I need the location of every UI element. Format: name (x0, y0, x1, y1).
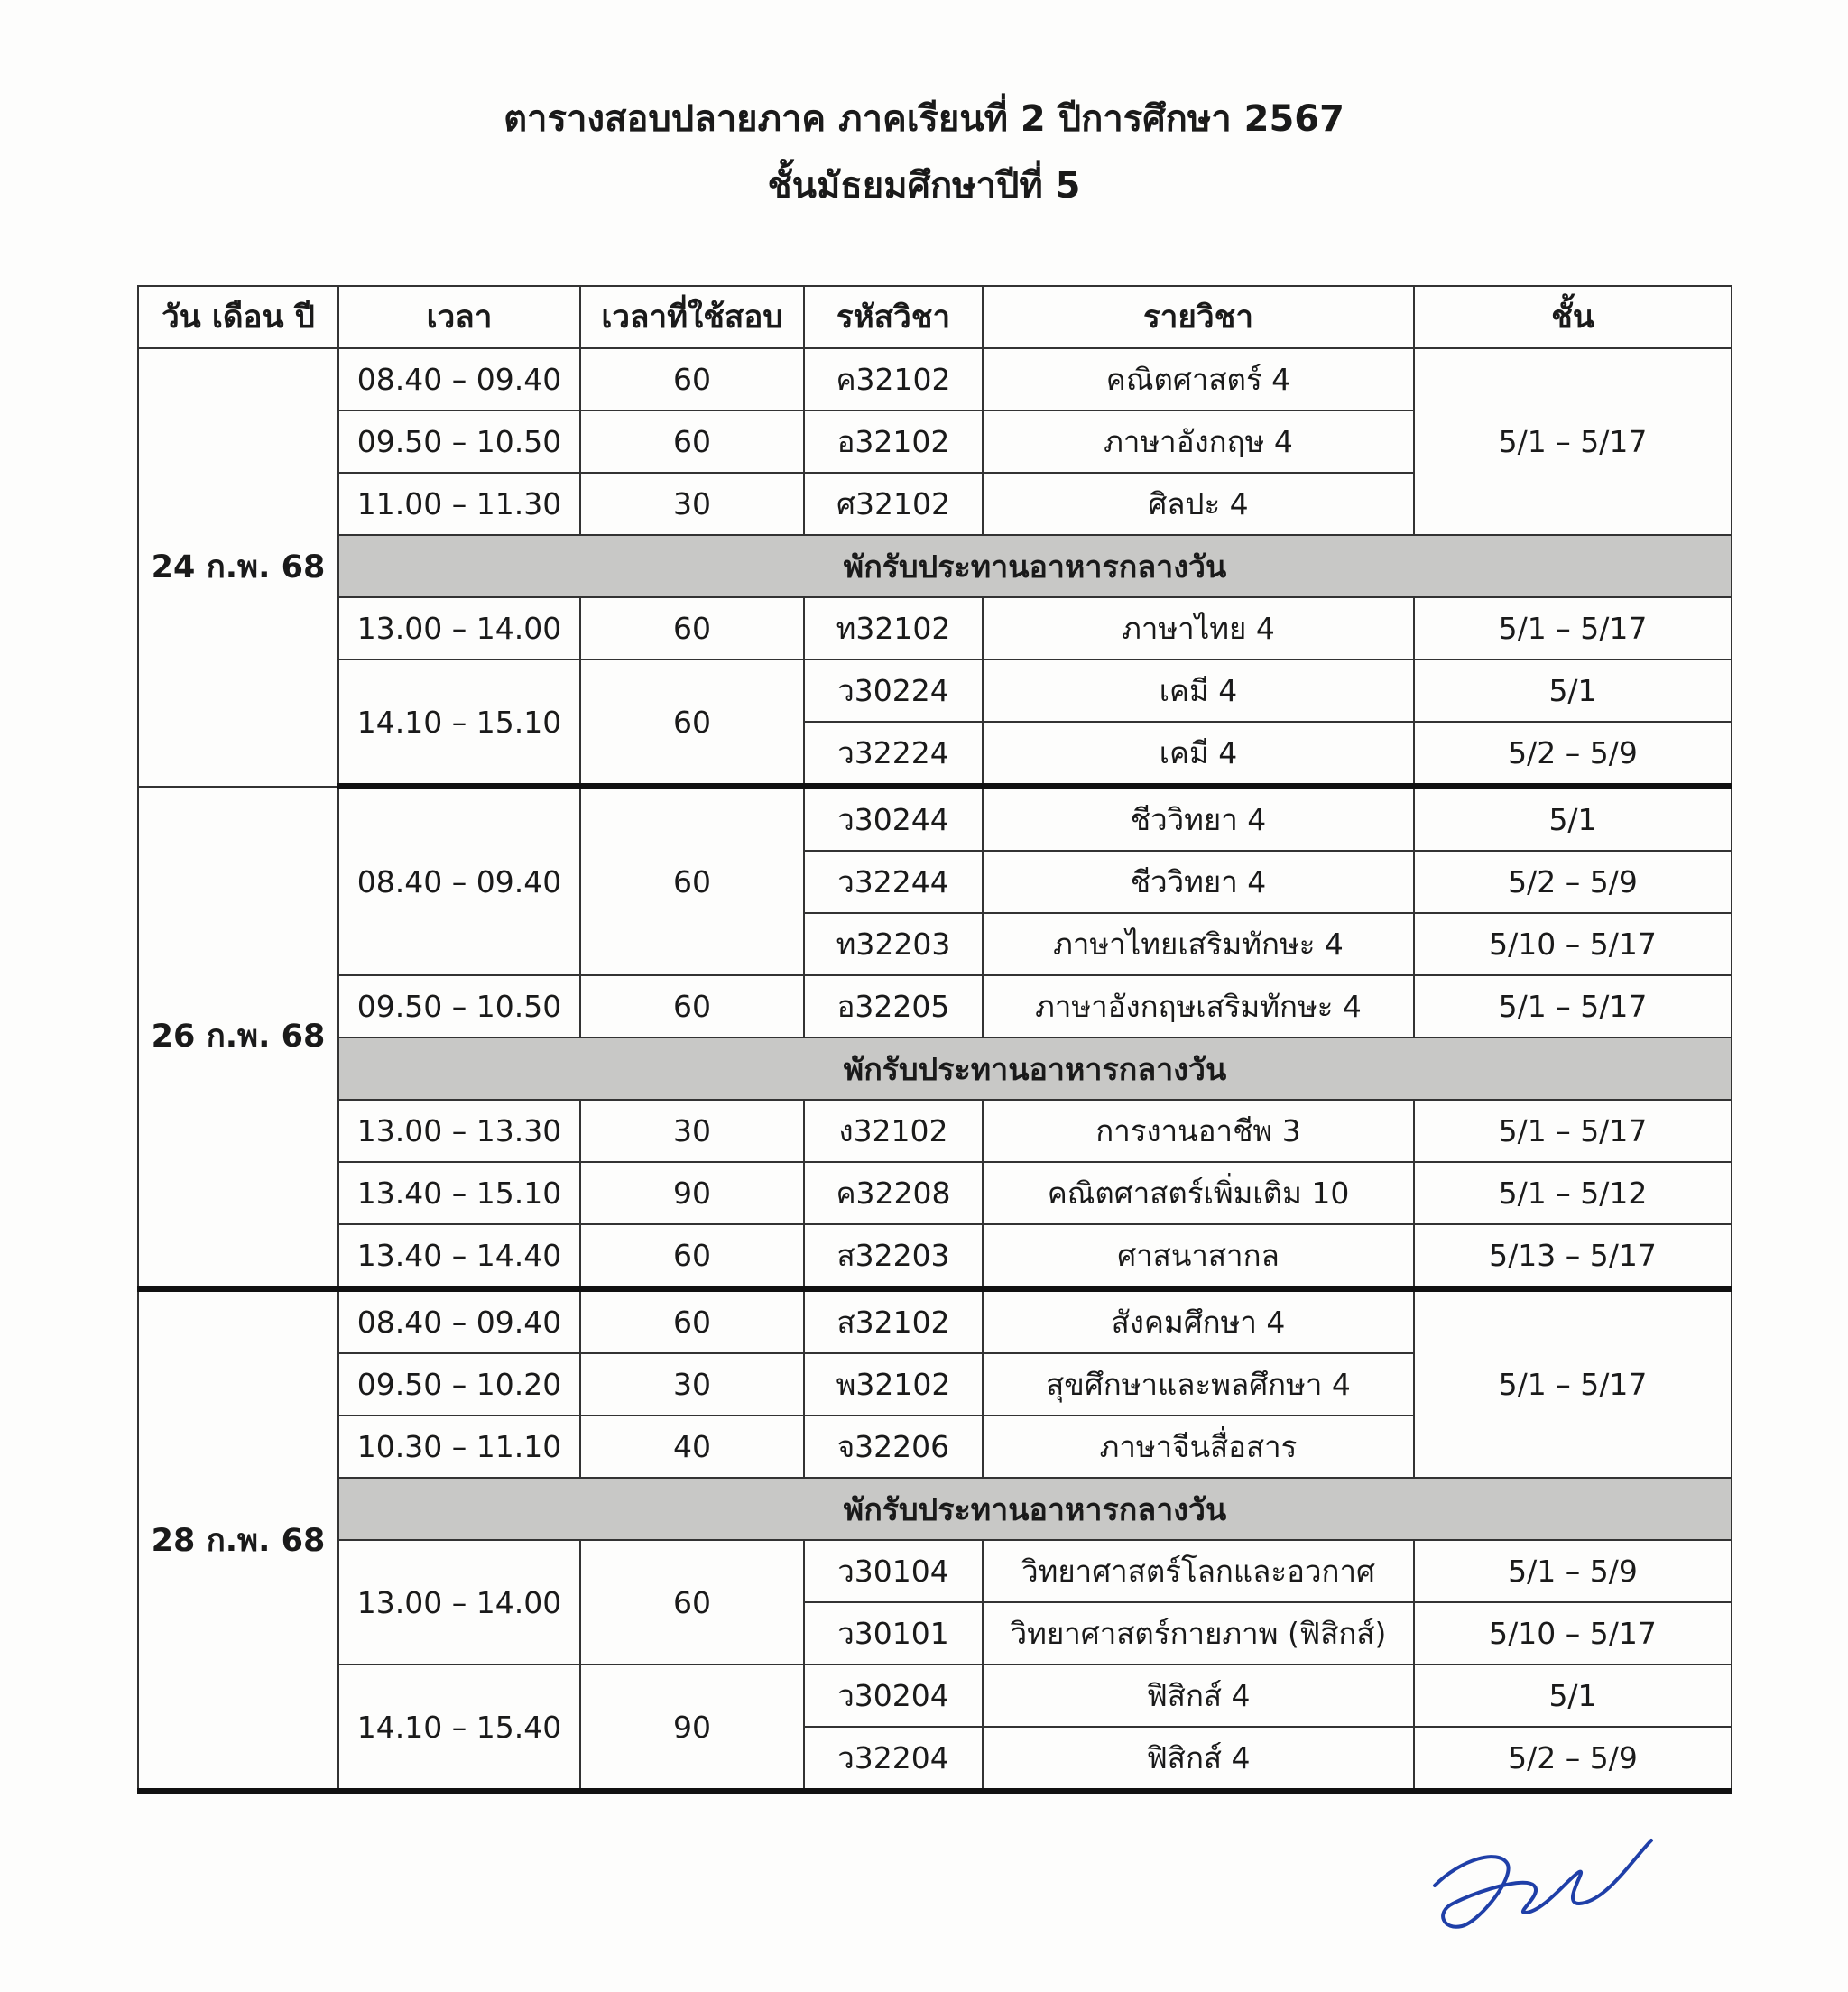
class-cell: 5/2 – 5/9 (1414, 851, 1732, 913)
class-cell: 5/1 (1414, 659, 1732, 722)
time-cell: 09.50 – 10.50 (338, 410, 580, 473)
code-cell: ง32102 (804, 1100, 983, 1162)
table-row (138, 348, 1732, 410)
duration-cell: 60 (580, 659, 804, 787)
subject-cell: สุขศึกษาและพลศึกษา 4 (983, 1353, 1414, 1416)
time-cell: 13.40 – 15.10 (338, 1162, 580, 1224)
code-cell: ว30244 (804, 787, 983, 852)
class-cell: 5/1 (1414, 787, 1732, 852)
subject-cell: คณิตศาสตร์ 4 (983, 348, 1414, 410)
lunch-row (138, 535, 1732, 597)
lunch-break-label: พักรับประทานอาหารกลางวัน (338, 1038, 1732, 1100)
time-cell: 14.10 – 15.40 (338, 1665, 580, 1792)
table-row (138, 1665, 1732, 1727)
class-cell: 5/1 – 5/17 (1414, 1100, 1732, 1162)
subject-cell: ศิลปะ 4 (983, 473, 1414, 535)
subject-cell: ชีววิทยา 4 (983, 851, 1414, 913)
table-row (138, 659, 1732, 722)
duration-cell: 60 (580, 1289, 804, 1354)
code-cell: ว30101 (804, 1602, 983, 1665)
exam-date: 26 ก.พ. 68 (138, 787, 338, 1289)
table-row (138, 1224, 1732, 1289)
code-cell: ว32224 (804, 722, 983, 787)
lunch-break-label: พักรับประทานอาหารกลางวัน (338, 1478, 1732, 1540)
class-cell: 5/2 – 5/9 (1414, 722, 1732, 787)
header-duration: เวลาที่ใช้สอบ (580, 286, 804, 348)
lunch-break-label: พักรับประทานอาหารกลางวัน (338, 535, 1732, 597)
class-cell: 5/10 – 5/17 (1414, 1602, 1732, 1665)
time-cell: 13.00 – 14.00 (338, 1540, 580, 1665)
duration-cell: 60 (580, 787, 804, 976)
code-cell: ว30104 (804, 1540, 983, 1602)
duration-cell: 60 (580, 975, 804, 1038)
lunch-row (138, 1478, 1732, 1540)
class-cell: 5/2 – 5/9 (1414, 1727, 1732, 1792)
subject-cell: สังคมศึกษา 4 (983, 1289, 1414, 1354)
code-cell: ค32208 (804, 1162, 983, 1224)
time-cell: 14.10 – 15.10 (338, 659, 580, 787)
time-cell: 08.40 – 09.40 (338, 348, 580, 410)
duration-cell: 60 (580, 597, 804, 659)
code-cell: ศ32102 (804, 473, 983, 535)
time-cell: 13.40 – 14.40 (338, 1224, 580, 1289)
time-cell: 13.00 – 14.00 (338, 597, 580, 659)
page-title: ตารางสอบปลายภาค ภาคเรียนที่ 2 ปีการศึกษา 2567 (504, 98, 1344, 140)
code-cell: ว32204 (804, 1727, 983, 1792)
code-cell: ส32203 (804, 1224, 983, 1289)
subject-cell: ศาสนาสากล (983, 1224, 1414, 1289)
code-cell: ว30204 (804, 1665, 983, 1727)
duration-cell: 60 (580, 1540, 804, 1665)
time-cell: 08.40 – 09.40 (338, 1289, 580, 1354)
time-cell: 08.40 – 09.40 (338, 787, 580, 976)
header-code: รหัสวิชา (804, 286, 983, 348)
table-row (138, 1289, 1732, 1354)
code-cell: ส32102 (804, 1289, 983, 1354)
duration-cell: 30 (580, 1353, 804, 1416)
table-row (138, 787, 1732, 852)
exam-date: 24 ก.พ. 68 (138, 348, 338, 787)
subject-cell: ฟิสิกส์ 4 (983, 1665, 1414, 1727)
table-row (138, 975, 1732, 1038)
code-cell: จ32206 (804, 1416, 983, 1478)
subject-cell: ฟิสิกส์ 4 (983, 1727, 1414, 1792)
subject-cell: ภาษาจีนสื่อสาร (983, 1416, 1414, 1478)
subject-cell: ภาษาไทยเสริมทักษะ 4 (983, 913, 1414, 975)
code-cell: อ32205 (804, 975, 983, 1038)
duration-cell: 90 (580, 1162, 804, 1224)
subject-cell: ชีววิทยา 4 (983, 787, 1414, 852)
code-cell: ท32203 (804, 913, 983, 975)
class-cell: 5/1 – 5/17 (1414, 597, 1732, 659)
subject-cell: วิทยาศาสตร์กายภาพ (ฟิสิกส์) (983, 1602, 1414, 1665)
duration-cell: 30 (580, 473, 804, 535)
signature (1426, 1822, 1660, 1940)
header-date: วัน เดือน ปี (138, 286, 338, 348)
subject-cell: ภาษาอังกฤษ 4 (983, 410, 1414, 473)
subject-cell: ภาษาไทย 4 (983, 597, 1414, 659)
code-cell: พ32102 (804, 1353, 983, 1416)
code-cell: ท32102 (804, 597, 983, 659)
code-cell: ว32244 (804, 851, 983, 913)
duration-cell: 60 (580, 410, 804, 473)
time-cell: 09.50 – 10.50 (338, 975, 580, 1038)
class-cell: 5/10 – 5/17 (1414, 913, 1732, 975)
table-row (138, 597, 1732, 659)
header-row (138, 286, 1732, 348)
subject-cell: เคมี 4 (983, 722, 1414, 787)
class-cell: 5/1 (1414, 1665, 1732, 1727)
header-subject: รายวิชา (983, 286, 1414, 348)
header-class: ชั้น (1414, 286, 1732, 348)
duration-cell: 30 (580, 1100, 804, 1162)
subject-cell: เคมี 4 (983, 659, 1414, 722)
page-subtitle: ชั้นมัธยมศึกษาปีที่ 5 (767, 165, 1081, 207)
class-cell: 5/1 – 5/17 (1414, 348, 1732, 535)
time-cell: 11.00 – 11.30 (338, 473, 580, 535)
time-cell: 10.30 – 11.10 (338, 1416, 580, 1478)
exam-schedule-table (137, 285, 1732, 1794)
table-row (138, 1162, 1732, 1224)
lunch-row (138, 1038, 1732, 1100)
subject-cell: ภาษาอังกฤษเสริมทักษะ 4 (983, 975, 1414, 1038)
header-time: เวลา (338, 286, 580, 348)
duration-cell: 40 (580, 1416, 804, 1478)
subject-cell: วิทยาศาสตร์โลกและอวกาศ (983, 1540, 1414, 1602)
time-cell: 09.50 – 10.20 (338, 1353, 580, 1416)
duration-cell: 90 (580, 1665, 804, 1792)
class-cell: 5/1 – 5/17 (1414, 975, 1732, 1038)
class-cell: 5/1 – 5/17 (1414, 1289, 1732, 1479)
exam-date: 28 ก.พ. 68 (138, 1289, 338, 1792)
code-cell: ค32102 (804, 348, 983, 410)
code-cell: อ32102 (804, 410, 983, 473)
table-row (138, 1100, 1732, 1162)
subject-cell: การงานอาชีพ 3 (983, 1100, 1414, 1162)
class-cell: 5/1 – 5/12 (1414, 1162, 1732, 1224)
code-cell: ว30224 (804, 659, 983, 722)
table-row (138, 1540, 1732, 1602)
time-cell: 13.00 – 13.30 (338, 1100, 580, 1162)
subject-cell: คณิตศาสตร์เพิ่มเติม 10 (983, 1162, 1414, 1224)
class-cell: 5/1 – 5/9 (1414, 1540, 1732, 1602)
duration-cell: 60 (580, 348, 804, 410)
class-cell: 5/13 – 5/17 (1414, 1224, 1732, 1289)
duration-cell: 60 (580, 1224, 804, 1289)
